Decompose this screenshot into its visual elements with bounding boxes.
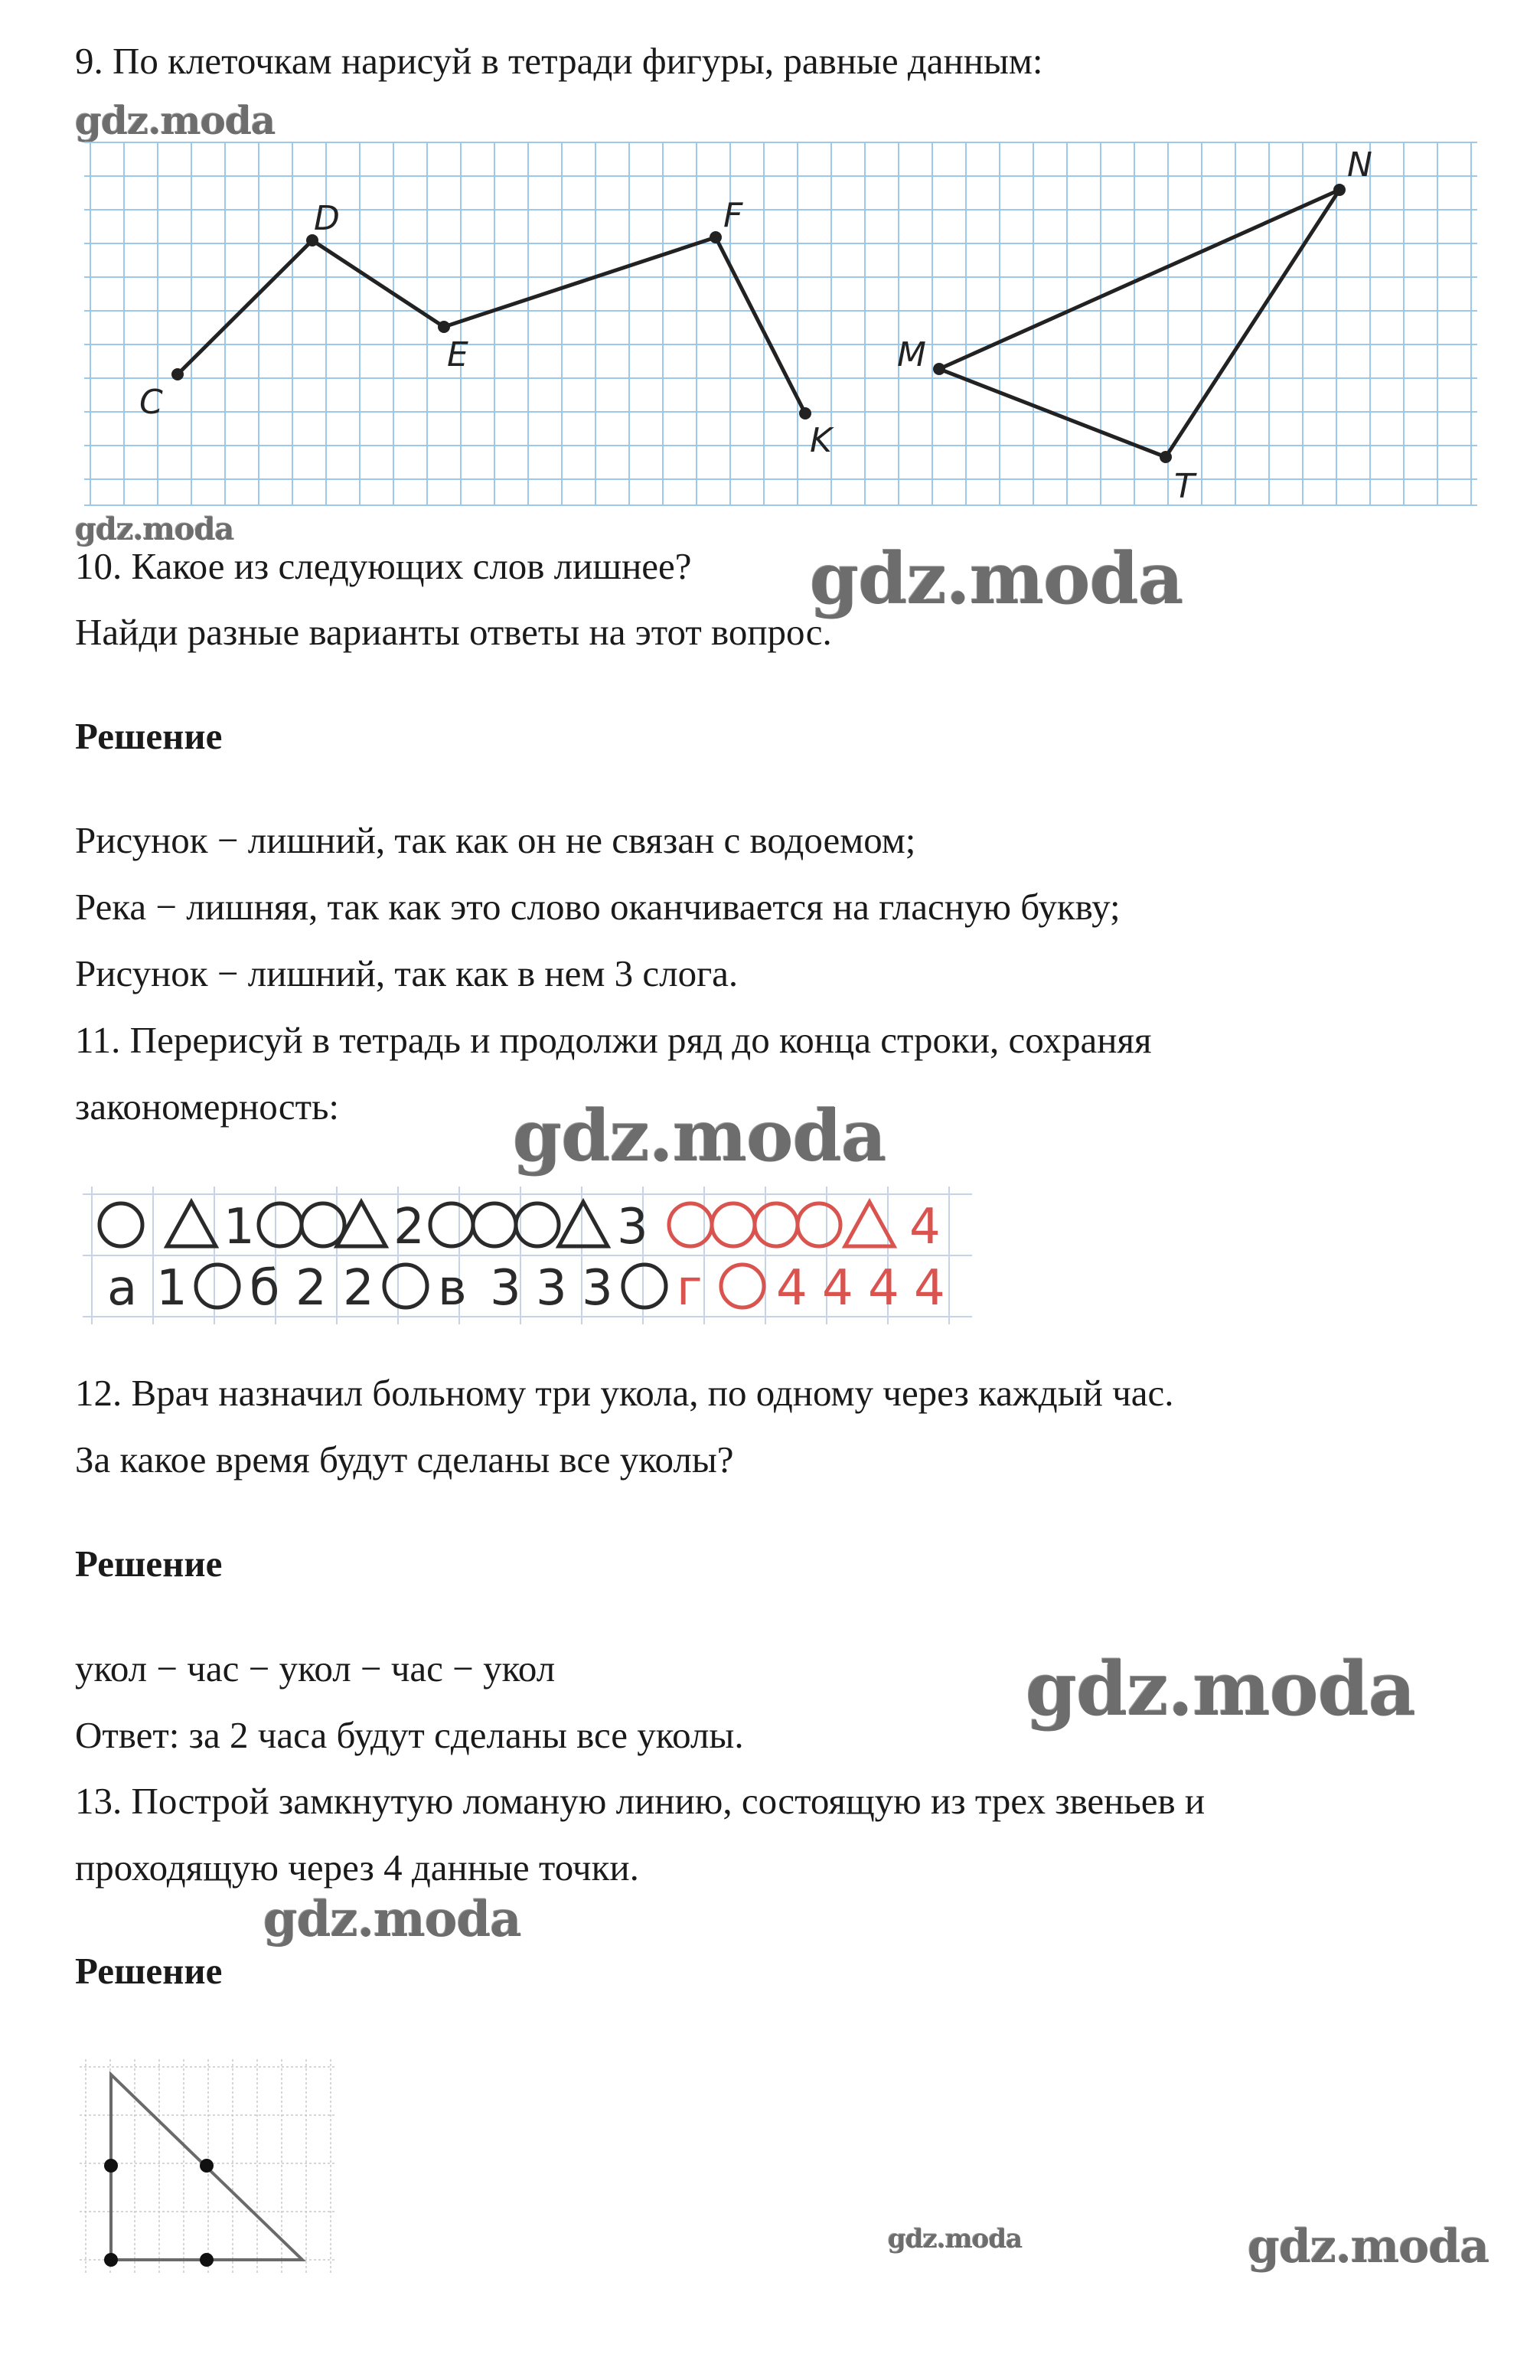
answer-line: Рисунок − лишний, так как в нем 3 слога. — [75, 952, 739, 994]
row2-letter: б — [250, 1260, 280, 1317]
task9-text: 9. По клеточкам нарисуй в тетради фигуры, равные данным: — [75, 40, 1043, 82]
task11-text-line1: 11. Перерисуй в тетрадь и продолжи ряд до конца строки, сохраняя — [75, 1019, 1152, 1061]
row1-number-red: 4 — [909, 1199, 941, 1255]
row2-circle — [196, 1265, 239, 1308]
point-label-f: F — [723, 196, 743, 235]
task9-figures — [0, 0, 1540, 551]
answer-line: укол − час − укол − час − укол — [75, 1647, 556, 1690]
closed-broken-line-figure — [0, 2052, 367, 2281]
watermark: gdz.moda — [810, 537, 1183, 620]
row2-number: 2 — [295, 1260, 327, 1317]
answer-line: Рисунок − лишний, так как он не связан с водоемом; — [75, 819, 916, 861]
solution-heading: Решение — [75, 1950, 223, 1992]
row2-number: 1 — [156, 1260, 188, 1317]
answer-line: Ответ: за 2 часа будут сделаны все уколы. — [75, 1714, 744, 1756]
watermark: gdz.moda — [888, 2224, 1023, 2254]
row2-number-red: 4 — [776, 1260, 808, 1317]
point-label-k: K — [810, 421, 832, 460]
watermark: gdz.moda — [513, 1095, 886, 1177]
row1-number: 3 — [617, 1199, 648, 1255]
row2-number-red: 4 — [868, 1260, 899, 1317]
answer-line: Река − лишняя, так как это слово оканчивается на гласную букву; — [75, 886, 1121, 928]
task11-text-line2: закономерность: — [75, 1086, 340, 1128]
solution-heading: Решение — [75, 715, 223, 757]
row2-circle — [623, 1265, 666, 1308]
row1-number: 2 — [393, 1199, 425, 1255]
point-label-m: M — [897, 335, 926, 374]
row1-shapes-red — [669, 1202, 894, 1246]
row2-number: 3 — [490, 1260, 521, 1317]
row2-number: 2 — [343, 1260, 374, 1317]
watermark: gdz.moda — [75, 511, 234, 547]
task13-text-line2: проходящую через 4 данные точки. — [75, 1846, 639, 1889]
point-label-e: E — [447, 335, 468, 374]
solution-heading: Решение — [75, 1543, 223, 1585]
row2-letter: а — [107, 1260, 138, 1317]
pattern-sequence — [0, 1164, 1540, 1347]
watermark: gdz.moda — [75, 98, 276, 143]
grid-lines — [84, 142, 1477, 505]
row1-shapes-black — [100, 1202, 608, 1246]
row2-number: 3 — [582, 1260, 613, 1317]
row2-circle-red — [721, 1265, 764, 1308]
broken-line-cdefk — [178, 237, 805, 413]
row2-letter: в — [438, 1260, 467, 1317]
point-label-n: N — [1347, 145, 1372, 184]
row2-number-red: 4 — [822, 1260, 853, 1317]
row2-letter-red: г — [677, 1260, 703, 1317]
row2-circle — [384, 1265, 427, 1308]
point-label-d: D — [314, 199, 340, 238]
row2-number-red: 4 — [914, 1260, 945, 1317]
watermark: gdz.moda — [1026, 1646, 1416, 1732]
watermark: gdz.moda — [263, 1891, 521, 1948]
task10-instruction: Найди разные варианты ответы на этот вопрос. — [75, 611, 832, 653]
watermark: gdz.moda — [1248, 2220, 1489, 2274]
task12-text-line2: За какое время будут сделаны все уколы? — [75, 1438, 734, 1481]
row2-number: 3 — [536, 1260, 567, 1317]
task13-text-line1: 13. Построй замкнутую ломаную линию, состоящую из трех звеньев и — [75, 1780, 1206, 1822]
row1-number: 1 — [223, 1199, 255, 1255]
task10-question: 10. Какое из следующих слов лишнее? — [75, 545, 692, 587]
task12-text-line1: 12. Врач назначил больному три укола, по одному через каждый час. — [75, 1372, 1174, 1414]
point-label-t: T — [1174, 467, 1195, 506]
point-label-c: C — [139, 383, 163, 422]
